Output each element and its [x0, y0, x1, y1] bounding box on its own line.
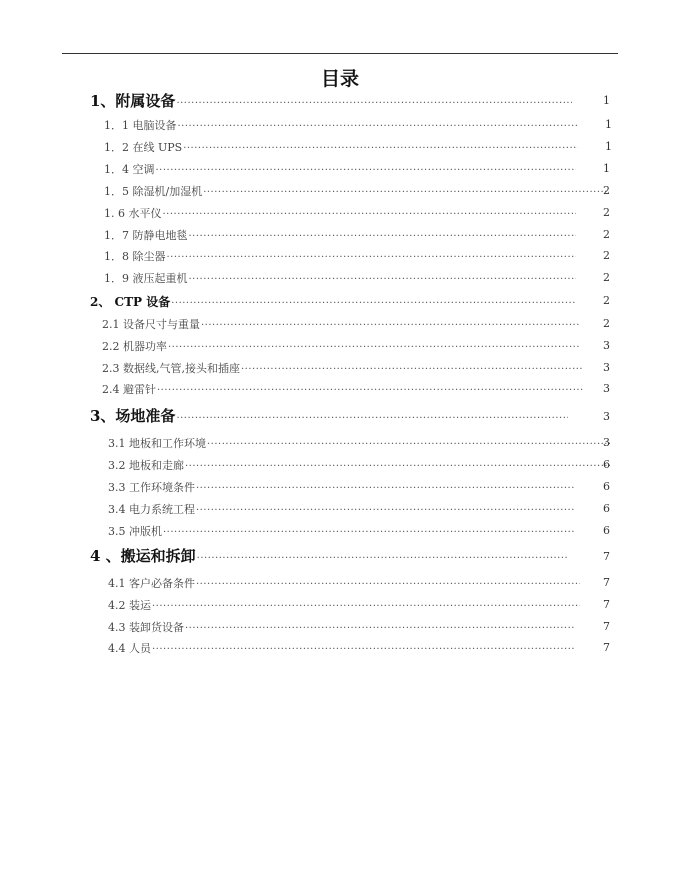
toc-entry-label: 4.4 人员 — [108, 642, 151, 655]
toc-entry-label: 1．1 电脑设备 — [104, 119, 177, 132]
toc-entry-page: 6 — [603, 480, 610, 493]
toc-leader-dots — [163, 205, 577, 224]
toc-leader-dots — [196, 479, 574, 498]
toc-entry-label: 1．7 防静电地毯 — [104, 229, 188, 242]
toc-entry-label: 3.3 工作环境条件 — [108, 481, 195, 494]
toc-leader-dots — [207, 435, 610, 454]
toc-entry-label: 2.3 数据线,气管,接头和插座 — [102, 362, 240, 375]
toc-entry-page: 2 — [603, 271, 610, 284]
toc-entry-1-8[interactable] — [104, 247, 576, 267]
toc-entry-label: 2.4 避雷针 — [102, 383, 156, 396]
toc-entry-1-7[interactable] — [104, 226, 576, 246]
toc-entry-page: 2 — [603, 228, 610, 241]
toc-leader-dots — [185, 457, 610, 476]
toc-entry-page: 3 — [603, 339, 610, 352]
toc-entry-page: 7 — [603, 641, 610, 654]
toc-leader-dots — [203, 183, 609, 202]
toc-leader-dots — [189, 227, 577, 246]
toc-entry-3-4[interactable] — [108, 500, 574, 520]
toc-entry-label: 1．9 液压起重机 — [104, 272, 188, 285]
toc-entry-2-4[interactable] — [102, 380, 584, 400]
toc-leader-dots — [152, 597, 580, 616]
toc-entry-4-4[interactable] — [108, 639, 574, 659]
toc-leader-dots — [189, 270, 577, 289]
toc-entry-page: 1 — [603, 162, 610, 175]
toc-entry-page: 7 — [603, 576, 610, 589]
toc-entry-page: 3 — [603, 382, 610, 395]
toc-entry-page: 1 — [603, 94, 610, 107]
toc-entry-page: 3 — [603, 361, 610, 374]
toc-entry-page: 6 — [603, 458, 610, 471]
toc-title: 目录 — [320, 68, 359, 90]
toc-leader-dots — [196, 501, 574, 520]
toc-entry-3-2[interactable] — [108, 456, 610, 476]
toc-entry-page: 6 — [603, 524, 610, 537]
toc-entry-page: 2 — [603, 317, 610, 330]
toc-leader-dots — [197, 549, 568, 566]
toc-entry-section-2[interactable] — [90, 292, 576, 312]
toc-entry-section-4[interactable] — [90, 546, 568, 566]
toc-entry-label: 3.5 冲版机 — [108, 525, 162, 538]
toc-entry-4-2[interactable] — [108, 596, 580, 616]
toc-leader-dots — [178, 117, 579, 136]
toc-entry-label: 1. 6 水平仪 — [104, 207, 162, 220]
toc-entry-3-5[interactable] — [108, 522, 574, 542]
toc-leader-dots — [171, 294, 576, 312]
toc-entry-label: 2.2 机器功率 — [102, 340, 167, 353]
toc-entry-label: 3、场地准备 — [90, 407, 176, 425]
toc-leader-dots — [156, 161, 577, 180]
toc-leader-dots — [201, 316, 580, 335]
toc-entry-3-1[interactable] — [108, 434, 610, 454]
toc-entry-page: 7 — [603, 620, 610, 633]
toc-entry-page: 2 — [603, 249, 610, 262]
toc-leader-dots — [157, 381, 584, 400]
toc-entry-1-5[interactable] — [104, 182, 609, 202]
toc-entry-2-1[interactable] — [102, 315, 580, 335]
toc-entry-1-6[interactable] — [104, 204, 576, 224]
toc-leader-dots — [163, 523, 574, 542]
toc-entry-1-4[interactable] — [104, 160, 576, 180]
toc-entry-label: 2.1 设备尺寸与重量 — [102, 318, 200, 331]
toc-entry-page: 7 — [603, 550, 610, 563]
toc-entry-2-2[interactable] — [102, 337, 580, 357]
toc-entry-section-3[interactable] — [90, 406, 568, 426]
toc-entry-label: 1．8 除尘器 — [104, 250, 166, 263]
toc-entry-label: 3.4 电力系统工程 — [108, 503, 195, 516]
toc-entry-4-3[interactable] — [108, 618, 574, 638]
toc-leader-dots — [176, 94, 572, 111]
toc-leader-dots — [176, 409, 568, 426]
toc-entry-label: 3.2 地板和走廊 — [108, 459, 184, 472]
toc-entry-page: 1 — [605, 118, 612, 131]
toc-leader-dots — [152, 640, 574, 659]
toc-leader-dots — [185, 619, 574, 638]
toc-entry-2-3[interactable] — [102, 359, 584, 379]
toc-leader-dots — [168, 338, 580, 357]
toc-entry-page: 2 — [603, 206, 610, 219]
toc-entry-label: 1．4 空调 — [104, 163, 155, 176]
toc-entry-section-1[interactable] — [90, 91, 572, 111]
toc-entry-label: 4.2 装运 — [108, 599, 151, 612]
toc-entry-page: 6 — [603, 502, 610, 515]
toc-entry-label: 1．5 除湿机/加湿机 — [104, 185, 203, 198]
toc-entry-page: 3 — [603, 410, 610, 423]
toc-entry-page: 2 — [603, 184, 610, 197]
toc-entry-4-1[interactable] — [108, 574, 580, 594]
toc-entry-label: 1、附属设备 — [90, 92, 176, 110]
toc-entry-1-2[interactable] — [104, 138, 578, 158]
toc-entry-label: 3.1 地板和工作环境 — [108, 437, 206, 450]
toc-entry-label: 4.1 客户必备条件 — [108, 577, 195, 590]
toc-entry-page: 3 — [603, 436, 610, 449]
toc-entry-page: 7 — [603, 598, 610, 611]
toc-entry-3-3[interactable] — [108, 478, 574, 498]
toc-entry-page: 2 — [603, 294, 610, 307]
toc-entry-1-1[interactable] — [104, 116, 578, 136]
toc-leader-dots — [167, 248, 577, 267]
toc-leader-dots — [241, 360, 584, 379]
toc-leader-dots — [183, 139, 578, 158]
toc-entry-1-9[interactable] — [104, 269, 576, 289]
toc-entry-label: 2、 CTP 设备 — [90, 295, 171, 309]
toc-entry-page: 1 — [605, 140, 612, 153]
toc-entry-label: 4 、搬运和拆卸 — [90, 547, 196, 565]
toc-entry-label: 4.3 装卸货设备 — [108, 621, 184, 634]
toc-entry-label: 1．2 在线 UPS — [104, 141, 183, 154]
toc-leader-dots — [196, 575, 580, 594]
